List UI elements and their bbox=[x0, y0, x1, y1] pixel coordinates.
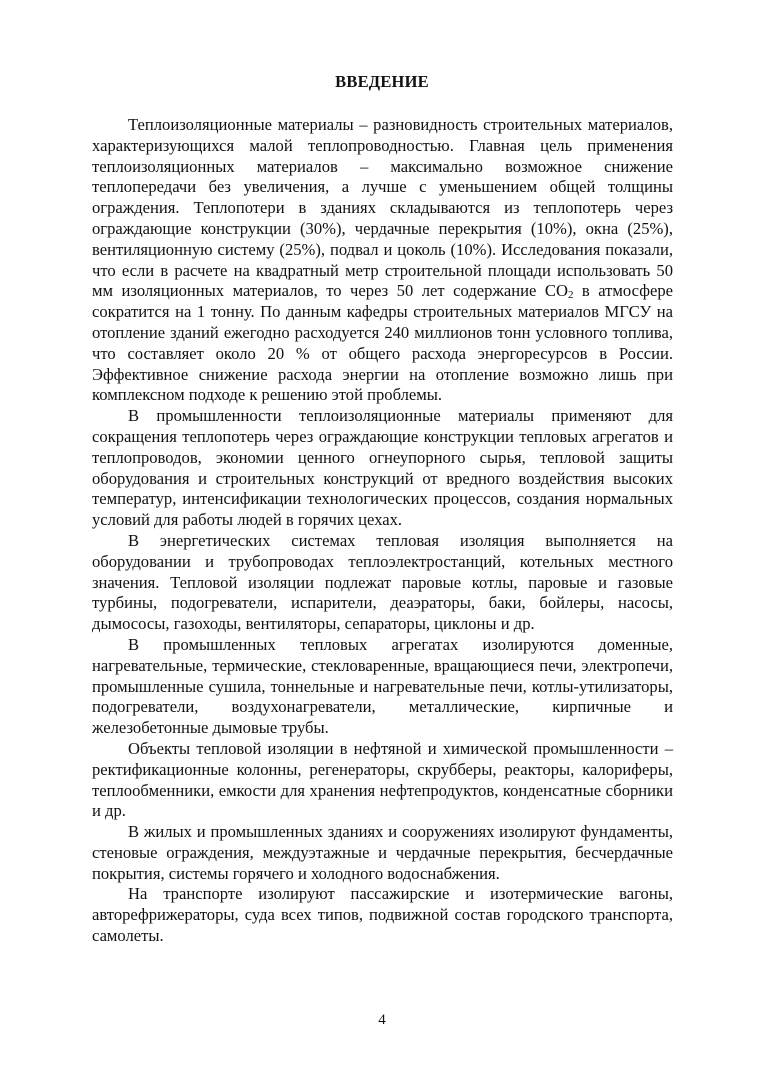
paragraph-7: На транспорте изолируют пассажирские и изотермические вагоны, авторефрижераторы, суда всех типов, подвижной состав городского транспорта, самолеты. bbox=[92, 884, 673, 946]
paragraph-3: В энергетических системах тепловая изоляция выполняется на оборудовании и трубопроводах теплоэлектростанций, котельных местного значения. Тепловой изоляции подлежат паровые котлы, паровые и газовые турбины, подогреватели, испарители, деаэраторы, баки, бойлеры, насосы, дымососы, газоходы, вентиляторы, сепараторы, циклоны и др. bbox=[92, 530, 673, 634]
paragraph-6: В жилых и промышленных зданиях и сооружениях изолируют фундаменты, стеновые ограждения, междуэтажные и чердачные перекрытия, бесчердачные покрытия, системы горячего и холодного водоснабжения. bbox=[92, 822, 673, 883]
paragraph-1-part-1: Теплоизоляционные материалы – разновидность строительных материалов, характеризующихся малой теплопроводностью. Главная цель применения теплоизоляционных материалов – максимально возможное снижение теплопередачи без увеличения, а лучше с уменьшением общей толщины ограждения. Теплопотери в зданиях складываются из теплопотерь через ограждающие конструкции (30%), чердачные перекрытия (10%), окна (25%), вентиляционную систему (25%), подвал и цоколь (10%). Исследования показали, что если в расчете на квадратный метр строительной площади использовать 50 мм изоляционных материалов, то через 50 лет содержание CO bbox=[92, 115, 673, 301]
paragraph-1 bbox=[92, 115, 673, 406]
page-title: ВВЕДЕНИЕ bbox=[335, 72, 429, 91]
paragraph-2: В промышленности теплоизоляционные материалы применяют для сокращения теплопотерь через ограждающие конструкции тепловых агрегатов и теплопроводов, экономии ценного огнеупорного сырья, тепловой защиты оборудования и строительных конструкций от вредного воздействия высоких температур, интенсификации технологических процессов, создания нормальных условий для работы людей в горячих цехах. bbox=[92, 406, 673, 530]
paragraph-5: Объекты тепловой изоляции в нефтяной и химической промышленности – ректификационные колонны, регенераторы, скрубберы, реакторы, калориферы, теплообменники, емкости для хранения нефтепродуктов, конденсатные сборники и др. bbox=[92, 738, 673, 821]
paragraph-1-part-2: в атмосфере сократится на 1 тонну. По данным кафедры строительных материалов МГСУ на отопление зданий ежегодно расходуется 240 миллионов тонн условного топлива, что составляет около 20 % от общего расхода энергоресурсов в России. Эффективное снижение расхода энергии на отопление возможно лишь при комплексном подходе к решению этой проблемы. bbox=[92, 281, 673, 405]
page-number: 4 bbox=[378, 1012, 386, 1028]
body-text bbox=[92, 115, 673, 947]
paragraph-4: В промышленных тепловых агрегатах изолируются доменные, нагревательные, термические, стекловаренные, вращающиеся печи, электропечи, промышленные сушила, тоннельные и нагревательные печи, котлы-утилизаторы, подогреватели, воздухонагреватели, металлические, кирпичные и железобетонные дымовые трубы. bbox=[92, 634, 673, 738]
co2-subscript: 2 bbox=[567, 289, 574, 302]
